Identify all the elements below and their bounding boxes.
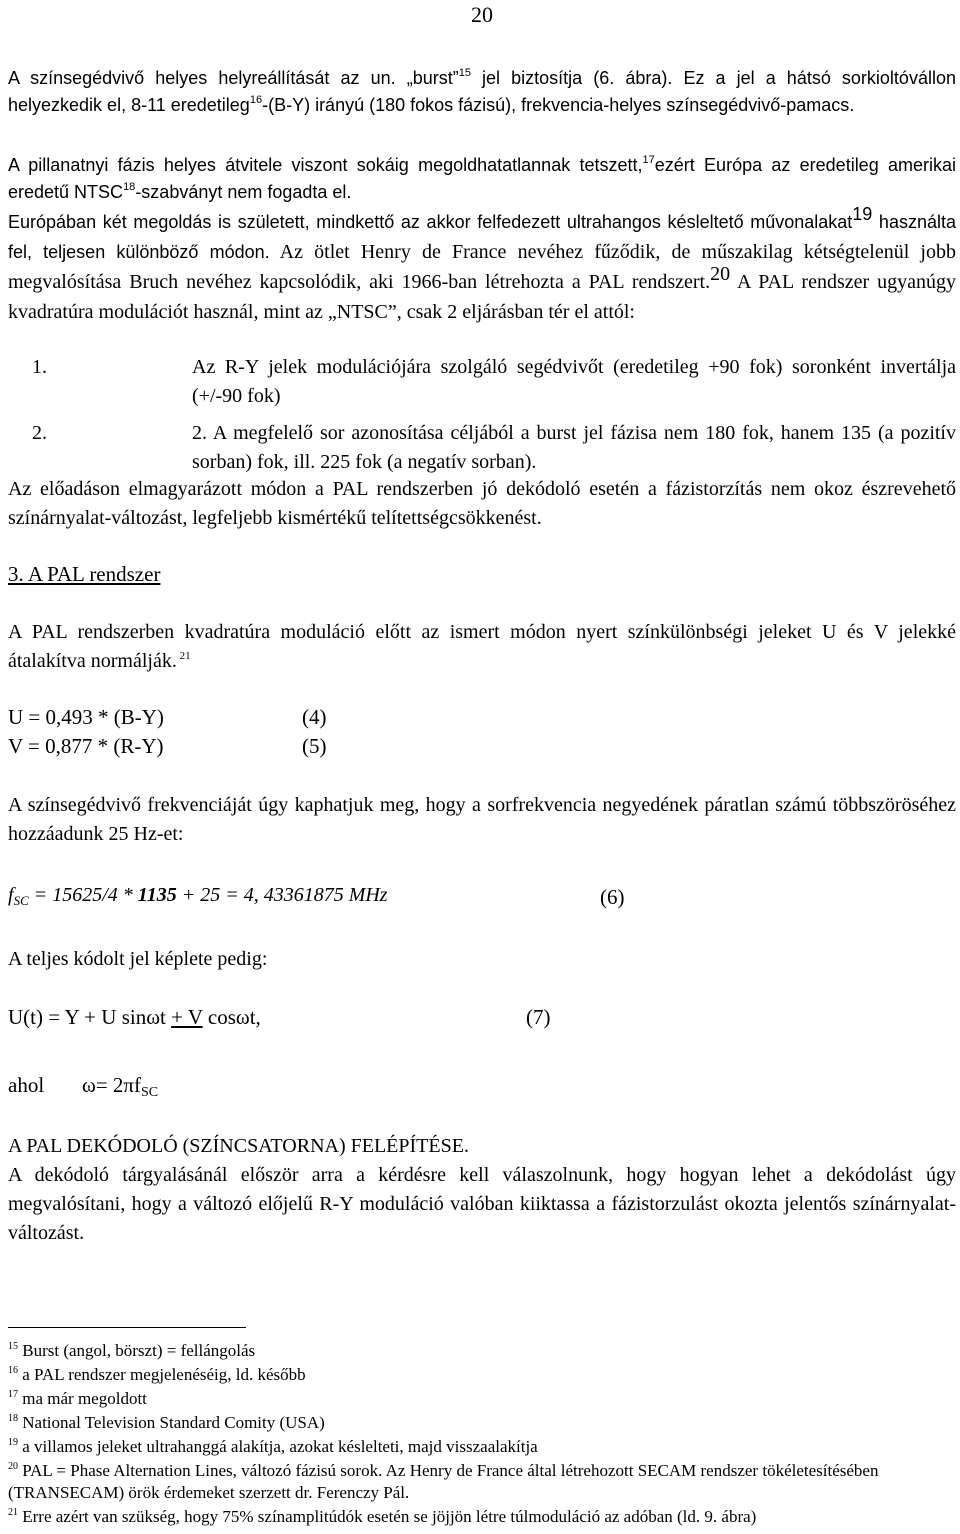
- footnote: [8, 1436, 956, 1458]
- section-heading-decoder: A PAL DEKÓDOLÓ (SZÍNCSATORNA) FELÉPÍTÉSE.: [8, 1135, 469, 1157]
- footnote-text: ma már megoldott: [18, 1389, 147, 1408]
- text: = 15625/4 *: [28, 884, 138, 906]
- plus-minus: +: [171, 1005, 183, 1029]
- list-number: 1.: [32, 356, 47, 378]
- footnote-ref: 16: [249, 94, 263, 106]
- paragraph-subcarrier: A színsegédvivő frekvenciáját úgy kaphatjuk meg, hogy a sorfrekvencia negyedének páratlan számú többszöröséhez hozzáadunk 25 Hz-et:: [8, 794, 956, 845]
- footnote-text: a PAL rendszer megjelenéséig, ld. később: [18, 1365, 306, 1384]
- bold-text: 1135: [137, 884, 177, 906]
- text: A PAL rendszerben kvadratúra moduláció előtt az ismert módon nyert színkülönbségi jeleket U és V jelekké átalakítva normálják.: [8, 621, 956, 672]
- footnote-text: PAL = Phase Alternation Lines, változó fázisú sorok. Az Henry de France által létrehozott SECAM rendszer tökéletesítésében (TRANSECAM) örök érdemeket szerzett dr. Ferenczy Pál.: [8, 1461, 879, 1502]
- footnote-number: 15: [8, 1341, 18, 1352]
- text: V: [182, 1005, 203, 1029]
- footnote-divider: [8, 1327, 246, 1328]
- footnote-number: 20: [8, 1461, 18, 1472]
- equation-fsc: [8, 884, 388, 909]
- equation-number: (4): [302, 705, 327, 729]
- text: Az ötlet Henry de France nevéhez fűződik, de műszakilag kétségtelenül jobb megvalósítása Bruch nevéhez kapcsolódik, aki 1966-ban létrehozta a PAL rendszert.: [8, 241, 956, 293]
- equation-number: (5): [302, 734, 327, 758]
- footnote-number: 16: [8, 1365, 18, 1376]
- footnote: [8, 1340, 956, 1362]
- text: Európában két megoldás is született, mindkettő az akkor felfedezett ultrahangos késleltető művonalakat: [8, 212, 853, 232]
- ahol-label: ahol: [8, 1073, 45, 1097]
- footnote-ref: 20: [710, 263, 731, 285]
- footnote-number: 18: [8, 1413, 18, 1424]
- list-text: 2. A megfelelő sor azonosítása céljából a burst jel fázisa nem 180 fok, hanem 135 (a pozitív sorban) fok, ill. 225 fok (a negatív sorban).: [192, 422, 956, 473]
- paragraph-decoder: A dekódoló tárgyalásánál először arra a kérdésre kell válaszolnunk, hogy hogyan lehet a dekódolást úgy megvalósítani, hogy a változó előjelű R-Y moduláció valóban kiiktassa a fázistorzulást okozta jelentős színárnyalat-változást.: [8, 1164, 956, 1244]
- footnote-ref: 18: [123, 181, 136, 193]
- paragraph-decoder-note: Az előadáson elmagyarázott módon a PAL rendszerben jó dekódoló esetén a fázistorzítás nem okoz észrevehető színárnyalat-változást, legfeljebb kismértékű telítettségcsökkenést.: [8, 478, 956, 529]
- text: A pillanatnyi fázis helyes átvitele viszont sokáig megoldhatatlannak tetszett,: [8, 155, 643, 175]
- list-number: 2.: [32, 422, 47, 444]
- equation-number: (6): [600, 885, 625, 909]
- text: -szabványt nem fogadta el.: [135, 182, 352, 202]
- subscript: SC: [141, 1085, 159, 1100]
- text: -(B-Y) irányú (180 fokos fázisú), frekvencia-helyes színsegédvivő-pamacs.: [262, 95, 855, 115]
- section-heading: 3. A PAL rendszer: [8, 562, 161, 586]
- footnote-number: 17: [8, 1389, 18, 1400]
- footnote-ref: 19: [852, 204, 873, 224]
- text: A színsegédvivő helyes helyreállítását az un. „burst”: [8, 68, 459, 88]
- page-number: 20: [471, 2, 493, 27]
- text: ezért Európa az eredetileg amerikai eredetű NTSC: [8, 155, 956, 202]
- text: U(t) = Y + U sinωt: [8, 1005, 172, 1029]
- text: + 25 = 4, 43361875 MHz: [176, 884, 388, 906]
- text: használta fel, teljesen különböző módon.: [8, 212, 956, 262]
- footnote-text: National Television Standard Comity (USA): [18, 1413, 325, 1432]
- footnote: [8, 1506, 956, 1528]
- paragraph-burst: [8, 65, 956, 119]
- text: A PAL rendszer ugyanúgy kvadratúra modulációt használ, mint az „NTSC”, csak 2 eljárásban tér el attól:: [8, 271, 956, 323]
- paragraph-phase: [8, 152, 956, 206]
- equation-u: U = 0,493 * (B-Y): [8, 705, 164, 729]
- text: cosωt,: [202, 1005, 261, 1029]
- paragraph-europe: [8, 204, 956, 328]
- text: f: [8, 884, 14, 906]
- subscript: SC: [13, 893, 29, 908]
- footnote: [8, 1460, 956, 1504]
- equation-v: V = 0,877 * (R-Y): [8, 734, 164, 758]
- footnote-number: 19: [8, 1437, 18, 1448]
- footnote: [8, 1364, 956, 1386]
- footnote-ref: 21: [176, 650, 191, 662]
- footnote-text: Burst (angol, börszt) = fellángolás: [18, 1341, 256, 1360]
- equation-number: (7): [526, 1005, 551, 1029]
- footnote: [8, 1388, 956, 1410]
- footnote: [8, 1412, 956, 1434]
- footnote-text: a villamos jeleket ultrahanggá alakítja, azokat késlelteti, majd visszaalakítja: [18, 1437, 538, 1456]
- paragraph-signal: A teljes kódolt jel képlete pedig:: [8, 948, 268, 970]
- list-text: Az R-Y jelek modulációjára szolgáló segédvivőt (eredetileg +90 fok) soronként invertálja (+/-90 fok): [192, 356, 956, 407]
- footnote-text: Erre azért van szükség, hogy 75% színamplitúdók esetén se jöjjön létre túlmoduláció az adóban (ld. 9. ábra): [18, 1507, 757, 1526]
- text: jel biztosítja (6. ábra). Ez a jel a hátsó sorkioltóvállon helyezkedik el, 8-11 eredetileg: [8, 68, 956, 115]
- footnote-ref: 17: [642, 154, 655, 166]
- equation-ut: [8, 1005, 261, 1030]
- footnote-ref: 15: [458, 67, 471, 79]
- omega-definition: [82, 1073, 158, 1101]
- footnote-number: 21: [8, 1507, 18, 1518]
- paragraph-uv: [8, 618, 956, 676]
- text: ω= 2πf: [82, 1073, 142, 1097]
